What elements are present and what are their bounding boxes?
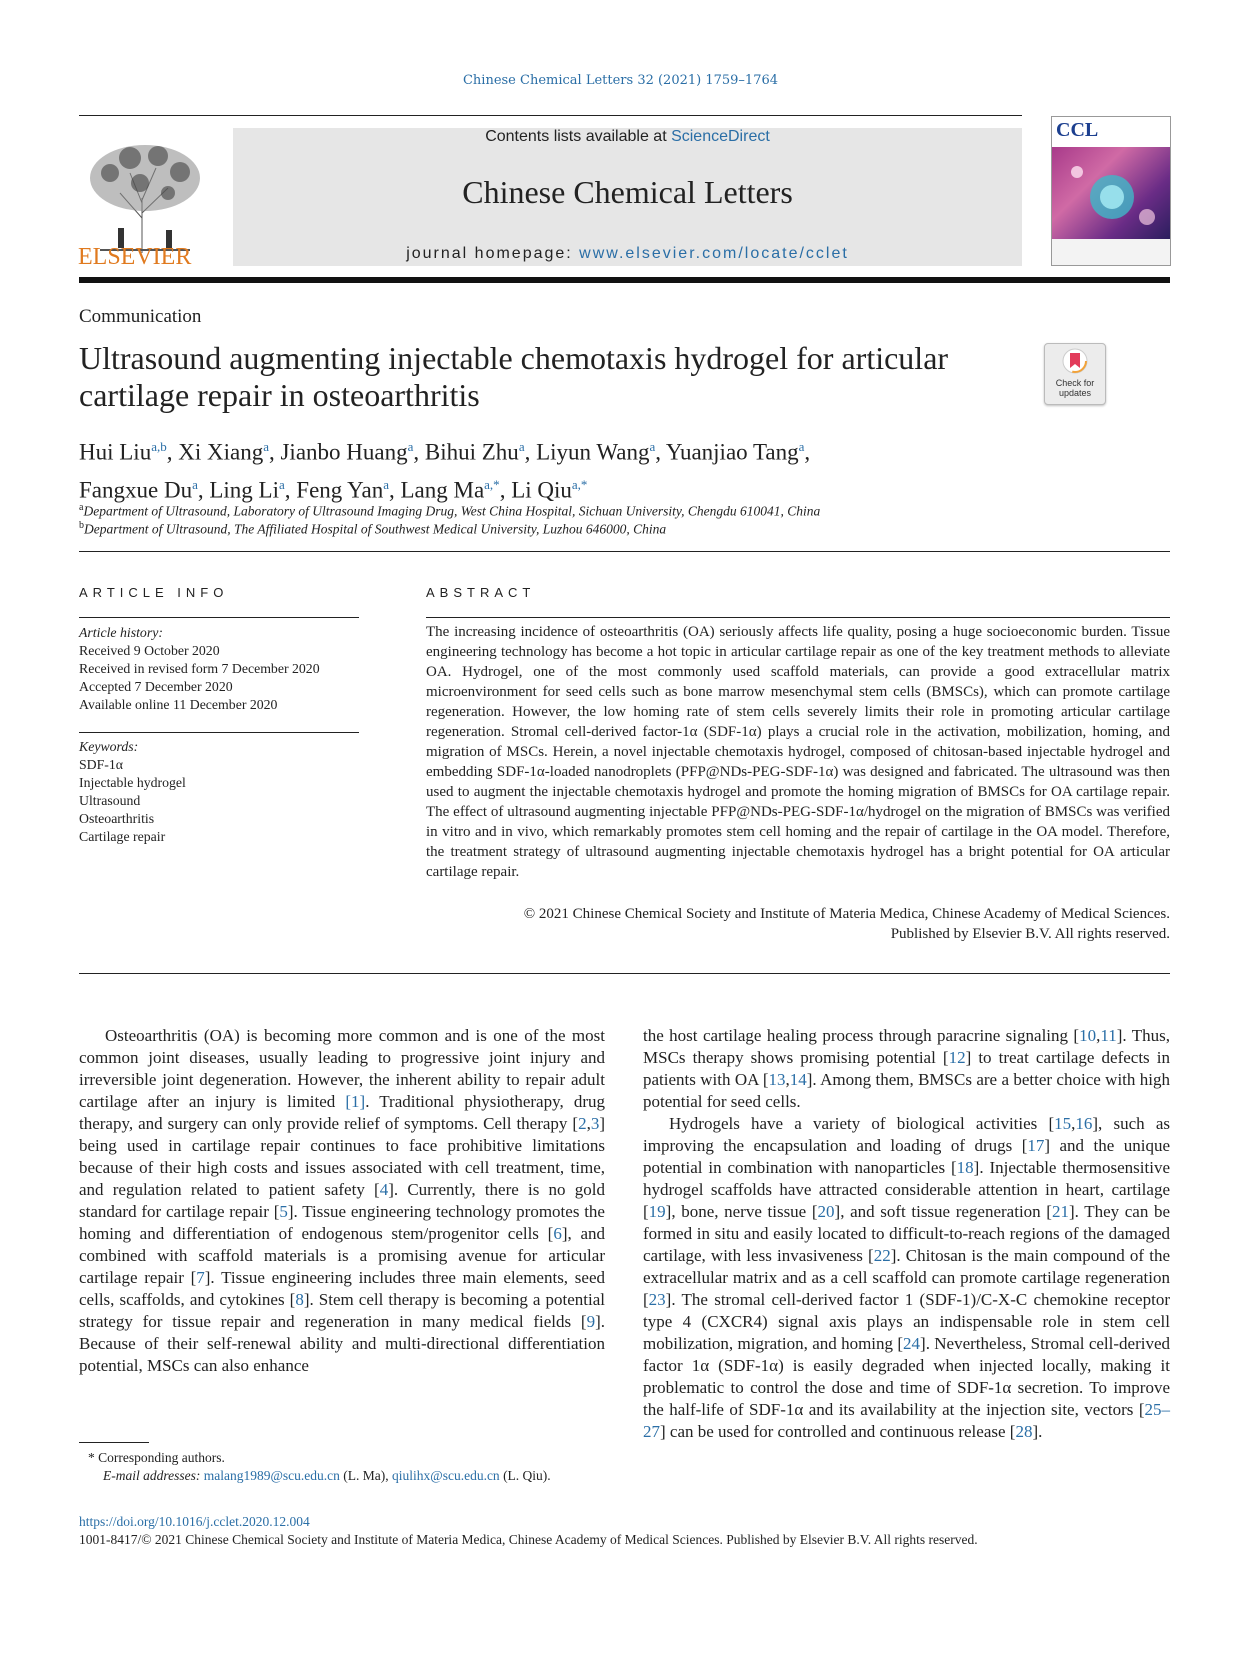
keywords-label: Keywords: [79, 739, 139, 754]
journal-cover-thumbnail [1051, 116, 1171, 266]
citation-link[interactable]: 22 [873, 1246, 891, 1265]
text-run: ] can be used for controlled and continuous release [ [660, 1422, 1016, 1441]
text-run: Hydrogels have a variety of biological activities [ [669, 1114, 1055, 1133]
citation-link[interactable]: 21 [1051, 1202, 1069, 1221]
text-run: ]. The stromal cell-derived factor 1 (SDF-1)/C-X-C chemokine receptor type 4 (CXCR4) signal axis plays an indispensable role in stem cell mobilization, migration, and homing [ [643, 1290, 1170, 1353]
citation-link[interactable]: 25–27 [643, 1400, 1170, 1441]
email-label: E-mail addresses: [103, 1468, 201, 1483]
keyword: Ultrasound [79, 793, 141, 808]
check-for-updates-button[interactable] [1044, 343, 1106, 405]
keywords-rule [79, 732, 359, 733]
affiliation-link[interactable]: a [649, 439, 656, 454]
text-run: ], and combined with scaffold materials is a promising avenue for articular cartilage repair [ [79, 1224, 605, 1287]
author-separator: , [166, 439, 179, 465]
title-line-2: cartilage repair in osteoarthritis [79, 377, 480, 413]
history-item: Received in revised form 7 December 2020 [79, 661, 320, 676]
text-run: ] and the unique potential in combination with nanoparticles [ [643, 1136, 1170, 1177]
citation-link[interactable]: 10 [1079, 1026, 1097, 1045]
text-run: ]. Tissue engineering includes three main elements, seed cells, scaffolds, and cytokines [ [79, 1268, 605, 1309]
affiliation-link[interactable]: a [383, 476, 389, 492]
author-name: Hui Liu [79, 439, 152, 465]
citation-link[interactable]: 18 [956, 1158, 974, 1177]
check-updates-line2: updates [1058, 388, 1092, 398]
email-owner: (L. Qiu). [503, 1468, 551, 1483]
affiliation-link[interactable]: a,* [571, 476, 588, 492]
abstract-publisher: Published by Elsevier B.V. All rights reserved. [890, 926, 1170, 942]
homepage-prefix: journal homepage: [406, 245, 580, 262]
title-line-1: Ultrasound augmenting injectable chemotaxis hydrogel for articular [79, 340, 949, 376]
history-item: Accepted 7 December 2020 [79, 679, 233, 694]
text-run: ] to treat cartilage defects in patients with OA [ [643, 1048, 1170, 1089]
bookmark-icon [1062, 348, 1088, 374]
email-link[interactable]: qiulihx@scu.edu.cn [392, 1468, 500, 1483]
email-link[interactable]: malang1989@scu.edu.cn [203, 1468, 340, 1483]
affiliation-link[interactable]: a [518, 439, 525, 454]
history-item: Received 9 October 2020 [79, 643, 220, 658]
text-run: , [586, 1114, 591, 1133]
author-separator: , [197, 477, 210, 503]
text-run: ]. They can be formed in situ and easily located to difficult-to-reach regions of the damaged cartilage, with less invasiveness [ [643, 1202, 1171, 1265]
citation-link[interactable]: 9 [586, 1312, 596, 1331]
citation-link[interactable]: 7 [196, 1268, 205, 1287]
author-separator: , [804, 439, 811, 465]
footnote-rule [79, 1442, 149, 1443]
citation-link[interactable]: 16 [1075, 1114, 1093, 1133]
abstract-bottom-rule [79, 973, 1170, 974]
author-list [79, 431, 1079, 506]
header-bottom-rule [79, 277, 1170, 283]
author-name: Jianbo Huang [280, 439, 408, 465]
footnote-mark: * [88, 1450, 95, 1465]
text-run: ]. [1032, 1422, 1043, 1441]
abstract-copyright: © 2021 Chinese Chemical Society and Institute of Materia Medica, Chinese Academy of Medical Sciences. [523, 906, 1170, 922]
body-paragraph [643, 1025, 1170, 1113]
cover-title: CCL [1056, 119, 1099, 141]
text-run: ]. Chitosan is the main compound of the extracellular matrix and as a cell scaffold can promote cartilage regeneration [ [643, 1246, 1170, 1309]
author-name: Ling Li [209, 477, 279, 503]
author-name: Fangxue Du [79, 477, 193, 503]
body-paragraph [643, 1113, 1170, 1443]
article-info-heading: ARTICLE INFO [79, 585, 229, 600]
text-run: ]. Injectable thermosensitive hydrogel scaffolds have attracted considerable attention in heart, cartilage [ [643, 1158, 1171, 1221]
text-run: , [1096, 1026, 1101, 1045]
homepage-line [233, 245, 1022, 263]
corresponding-footnote [88, 1450, 618, 1466]
text-run: ], such as improving the encapsulation and loading of drugs [ [643, 1114, 1170, 1155]
citation-link[interactable]: 15 [1054, 1114, 1072, 1133]
citation-link[interactable]: 12 [948, 1048, 966, 1067]
elsevier-wordmark: ELSEVIER [78, 244, 192, 270]
body-column-left [79, 1025, 605, 1377]
affiliation-rule [79, 551, 1170, 552]
affiliation-text: Department of Ultrasound, Laboratory of Ultrasound Imaging Drug, West China Hospital, Sichuan University, Chengdu 610041, China [83, 503, 821, 519]
cover-artwork [1052, 147, 1170, 239]
author-name: Yuanjiao Tang [665, 439, 799, 465]
citation-link[interactable]: 3 [590, 1114, 600, 1133]
affiliation-mark: b [79, 520, 84, 531]
affiliation-link[interactable]: a [407, 439, 414, 454]
doi-link[interactable]: https://doi.org/10.1016/j.cclet.2020.12.004 [79, 1514, 310, 1529]
citation-link[interactable]: 2 [578, 1114, 587, 1133]
author-name: Bihui Zhu [424, 439, 519, 465]
affiliation-link[interactable]: a [192, 476, 198, 492]
citation-link[interactable]: 6 [553, 1224, 562, 1243]
affiliation-a [79, 502, 820, 520]
author-separator: , [524, 439, 537, 465]
text-run: ]. Among them, BMSCs are a better choice with high potential for seed cells. [643, 1070, 1170, 1111]
journal-title: Chinese Chemical Letters [462, 174, 793, 210]
contents-line [233, 128, 1022, 146]
history-item: Available online 11 December 2020 [79, 697, 278, 712]
author-name: Lang Ma [400, 477, 485, 503]
history-label: Article history: [79, 625, 163, 640]
author-line-2 [79, 469, 1079, 507]
affiliation-mark: a [79, 502, 84, 513]
abstract-heading: ABSTRACT [426, 585, 536, 600]
citation-link[interactable]: 4 [379, 1180, 389, 1199]
author-separator: , [268, 439, 281, 465]
text-run: ]. Stem cell therapy is becoming a potential strategy for tissue repair and regeneration in many medical fields [ [79, 1290, 605, 1331]
article-history [79, 624, 359, 714]
affiliation-link[interactable]: a [798, 439, 805, 454]
affiliation-link[interactable]: a,* [484, 476, 500, 492]
text-run: the host cartilage healing process through paracrine signaling [ [643, 1026, 1080, 1045]
citation-link[interactable]: 17 [1027, 1136, 1045, 1155]
affiliation-link[interactable]: a [279, 476, 285, 492]
text-run: ], bone, nerve tissue [ [665, 1202, 818, 1221]
footnote-text: Corresponding authors. [98, 1450, 225, 1465]
text-run: ]. Because of their self-renewal ability and multi-directional differentiation potential, MSCs can also enhance [79, 1312, 605, 1375]
affiliation-text: Department of Ultrasound, The Affiliated Hospital of Southwest Medical University, Luzhou 646000, China [84, 521, 667, 537]
article-type: Communication [79, 306, 202, 327]
text-run: Osteoarthritis (OA) is becoming more common and is one of the most common joint diseases, usually leading to progressive joint injury and irreversible joint degeneration. However, the inherent ability to repair adult cartilage after an injury is limited [79, 1026, 605, 1111]
citation-link[interactable]: 24 [903, 1334, 921, 1353]
citation-link[interactable]: [1] [345, 1092, 366, 1111]
author-separator: , [388, 477, 401, 503]
email-footnote [103, 1468, 633, 1484]
text-run: ]. Nevertheless, Stromal cell-derived factor 1α (SDF-1α) is easily degraded when injected locally, making it problematic to control the dose and time of SDF-1α secretion. To improve the half-life of SDF-1α and its availability at the injection site, vectors [ [643, 1334, 1170, 1419]
citation-link[interactable]: 11 [1100, 1026, 1117, 1045]
text-run: ], and soft tissue regeneration [ [834, 1202, 1052, 1221]
citation-link[interactable]: 23 [648, 1290, 666, 1309]
keyword: Cartilage repair [79, 829, 166, 844]
keyword: SDF-1α [79, 757, 124, 772]
author-name: Liyun Wang [536, 439, 650, 465]
abstract-text: The increasing incidence of osteoarthritis (OA) seriously affects life quality, posing a huge socioeconomic burden. Tissue engineering technology has become a hot topic in articular cartilage repair as one of the key treatment methods to alleviate OA. Hydrogel, one of the most commonly used scaffold materials, can provide a good extracellular matrix microenvironment for seed cells such as bone marrow mesenchymal stem cells (BMSCs), which can promote cartilage regeneration. However, the low homing rate of stem cells severely limits their role in promoting articular cartilage regeneration. Stromal cell-derived factor-1α (SDF-1α) plays a crucial role in the activation, mobilization, homing, and migration of MSCs. Herein, a novel injectable chemotaxis hydrogel, composed of chitosan-based injectable hydrogel and embedding SDF-1α-loaded nanodroplets (PFP@NDs-PEG-SDF-1α) was designed and fabricated. The ultrasound was then used to augment the injectable chemotaxis hydrogel and promote the homing migration of BMSCs for OA cartilage repair. The effect of ultrasound augmenting injectable PFP@NDs-PEG-SDF-1α/hydrogel on the migration of BMSCs was verified in vitro and in vivo, which remarkably promotes stem cell homing and the repair of cartilage in the OA model. Therefore, the treatment strategy of ultrasound augmenting injectable chemotaxis hydrogel has a bright potential for OA articular cartilage repair. [426, 624, 1170, 880]
author-name: Feng Yan [296, 477, 384, 503]
text-run: ]. Tissue engineering technology promotes the homing and differentiation of endogenous stem/progenitor cells [ [79, 1202, 605, 1243]
keyword: Injectable hydrogel [79, 775, 186, 790]
affiliation-link[interactable]: a [263, 439, 269, 454]
text-run: ] being used in cartilage repair continues to face prohibitive limitations because of their high costs and issues associated with cell treatment, time, and regulation related to patient safety [ [79, 1114, 605, 1199]
citation-link[interactable]: 5 [279, 1202, 288, 1221]
author-separator: , [284, 477, 297, 503]
text-run: , [1071, 1114, 1076, 1133]
affiliation-link[interactable]: a,b [151, 439, 167, 454]
citation-link[interactable]: 19 [648, 1202, 666, 1221]
author-name: Li Qiu [511, 477, 572, 503]
author-line-1 [79, 431, 1079, 469]
journal-reference[interactable]: Chinese Chemical Letters 32 (2021) 1759–1764 [462, 73, 779, 88]
citation-link[interactable]: 13 [768, 1070, 786, 1089]
text-run: ]. Currently, there is no gold standard for cartilage repair [ [79, 1180, 605, 1221]
check-updates-line1: Check for [1055, 378, 1095, 388]
keyword: Osteoarthritis [79, 811, 155, 826]
author-separator: , [499, 477, 512, 503]
sciencedirect-link[interactable]: ScienceDirect [671, 128, 770, 145]
homepage-link[interactable]: www.elsevier.com/locate/cclet [579, 245, 849, 262]
text-run: ]. Thus, MSCs therapy shows promising potential [ [643, 1026, 1170, 1067]
keywords [79, 738, 359, 846]
email-owner: (L. Ma), [343, 1468, 389, 1483]
body-paragraph [79, 1025, 605, 1377]
text-run: . Traditional physiotherapy, drug therapy, and surgery can only provide relief of symptoms. Cell therapy [ [79, 1092, 605, 1133]
article-info-rule [79, 617, 359, 618]
header-top-rule [79, 115, 1022, 116]
contents-prefix: Contents lists available at [485, 128, 672, 145]
author-name: Xi Xiang [178, 439, 264, 465]
abstract-rule [426, 617, 1170, 618]
citation-link[interactable]: 8 [295, 1290, 304, 1309]
article-title [79, 340, 1029, 414]
citation-link[interactable]: 20 [817, 1202, 835, 1221]
citation-link[interactable]: 14 [789, 1070, 807, 1089]
author-separator: , [655, 439, 666, 465]
author-separator: , [413, 439, 425, 465]
issn-copyright-line: 1001-8417/© 2021 Chinese Chemical Society and Institute of Materia Medica, Chinese Academy of Medical Sciences. Published by Elsevier B.V. All rights reserved. [79, 1532, 978, 1547]
body-column-right [643, 1025, 1170, 1443]
citation-link[interactable]: 28 [1015, 1422, 1033, 1441]
text-run: , [785, 1070, 790, 1089]
affiliation-b [79, 520, 666, 538]
